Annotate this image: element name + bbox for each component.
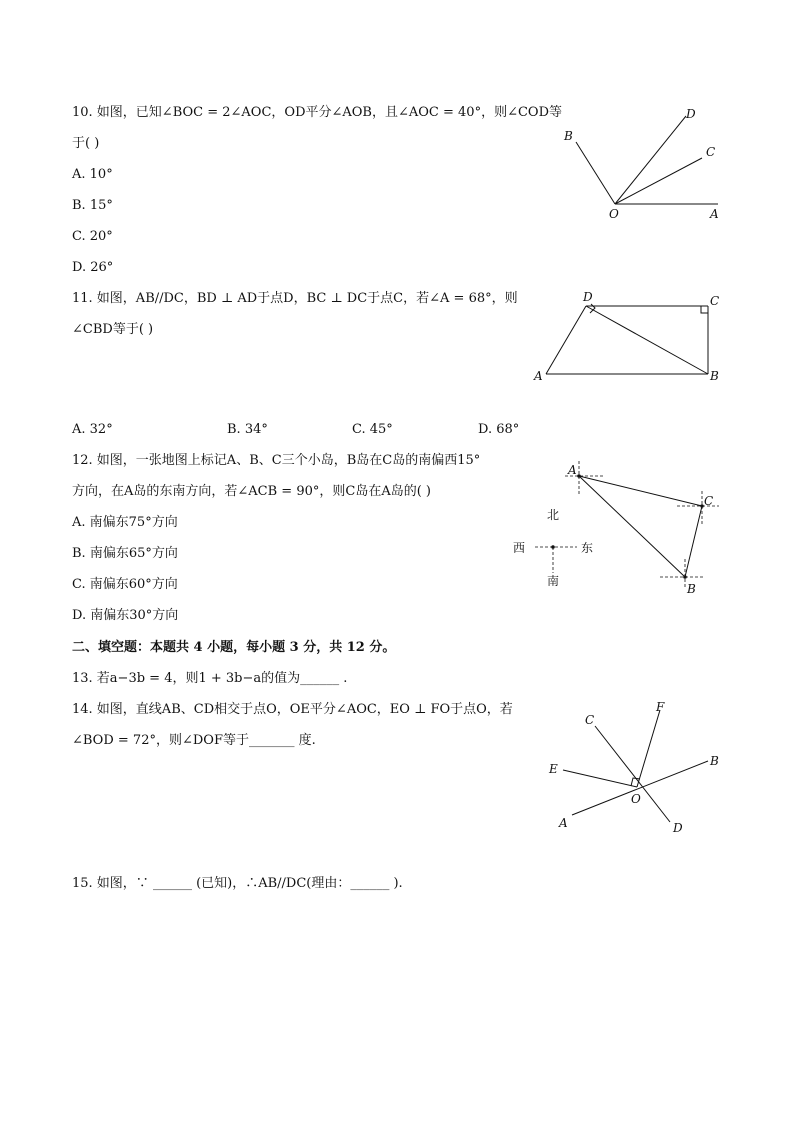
label-e: E bbox=[549, 762, 558, 776]
label-f: F bbox=[656, 700, 665, 714]
label-a: A bbox=[710, 207, 719, 221]
label-b: B bbox=[564, 129, 573, 143]
q12-option-d: D. 南偏东30°方向 bbox=[72, 608, 179, 623]
q11-figure bbox=[530, 288, 730, 388]
label-east: 东 bbox=[581, 541, 594, 555]
label-west: 西 bbox=[513, 541, 526, 555]
q14-stem-line1: 14. 如图，直线AB、CD相交于点O，OE平分∠AOC，EO ⊥ FO于点O，若 bbox=[72, 702, 513, 717]
label-b: B bbox=[710, 754, 719, 768]
q10-stem-line2: 于( ) bbox=[72, 136, 100, 151]
q12-option-a: A. 南偏东75°方向 bbox=[72, 515, 178, 530]
label-a: A bbox=[559, 816, 568, 830]
point-a bbox=[577, 474, 581, 478]
q11-stem-line1: 11. 如图，AB//DC，BD ⊥ AD于点D，BC ⊥ DC于点C，若∠A = 68°，则 bbox=[72, 291, 518, 306]
q12-stem-line1: 12. 如图，一张地图上标记A、B、C三个小岛，B岛在C岛的南偏西15° bbox=[72, 453, 481, 468]
section-fill-in-heading: 二、填空题：本题共 4 小题，每小题 3 分，共 12 分。 bbox=[72, 640, 396, 655]
label-b: B bbox=[687, 582, 696, 596]
label-o: O bbox=[609, 207, 619, 221]
ray-od bbox=[615, 116, 686, 204]
ray-oe bbox=[563, 770, 637, 787]
line-cd bbox=[595, 726, 670, 822]
segment-ac bbox=[579, 476, 702, 506]
label-a: A bbox=[568, 463, 577, 477]
q12-option-c: C. 南偏东60°方向 bbox=[72, 577, 178, 592]
ray-of bbox=[637, 710, 660, 787]
segment-db bbox=[586, 306, 708, 374]
label-d: D bbox=[673, 821, 683, 835]
q10-option-a: A. 10° bbox=[72, 167, 113, 182]
label-south: 南 bbox=[547, 574, 560, 588]
q14-figure bbox=[545, 698, 735, 838]
line-ab bbox=[572, 761, 708, 815]
q13-text: 13. 若a−3b = 4，则1 + 3b−a的值为______ . bbox=[72, 671, 348, 686]
label-b: B bbox=[710, 369, 719, 383]
q15-text: 15. 如图，∵ ______ (已知)，∴AB//DC(理由：______ ). bbox=[72, 876, 403, 891]
q10-option-b: B. 15° bbox=[72, 198, 113, 213]
ray-oc bbox=[615, 158, 702, 204]
label-c: C bbox=[710, 294, 720, 308]
right-angle-c bbox=[701, 306, 708, 313]
q11-option-d: D. 68° bbox=[478, 422, 520, 437]
q10-option-d: D. 26° bbox=[72, 260, 114, 275]
label-d: D bbox=[583, 290, 593, 304]
ray-ob bbox=[576, 142, 615, 204]
compass-center bbox=[551, 545, 555, 549]
label-north: 北 bbox=[547, 508, 560, 522]
label-c: C bbox=[706, 145, 716, 159]
q11-stem-line2: ∠CBD等于( ) bbox=[72, 322, 154, 337]
segment-cb bbox=[685, 506, 702, 577]
q10-figure bbox=[540, 100, 740, 230]
q11-option-b: B. 34° bbox=[227, 422, 268, 437]
q14-stem-line2: ∠BOD = 72°，则∠DOF等于_______ 度. bbox=[72, 733, 316, 748]
segment-ad bbox=[546, 306, 586, 374]
q11-option-c: C. 45° bbox=[352, 422, 393, 437]
q10-option-c: C. 20° bbox=[72, 229, 113, 244]
q12-stem-line2: 方向，在A岛的东南方向，若∠ACB = 90°，则C岛在A岛的( ) bbox=[72, 484, 431, 499]
q11-option-a: A. 32° bbox=[72, 422, 113, 437]
q12-figure bbox=[505, 455, 735, 600]
q10-stem-line1: 10. 如图，已知∠BOC = 2∠AOC，OD平分∠AOB，且∠AOC = 40°，则∠COD等 bbox=[72, 105, 562, 120]
q12-option-b: B. 南偏东65°方向 bbox=[72, 546, 178, 561]
label-d: D bbox=[686, 107, 696, 121]
label-c: C bbox=[585, 713, 595, 727]
label-a: A bbox=[534, 369, 543, 383]
segment-ab bbox=[579, 476, 685, 577]
label-o: O bbox=[631, 792, 641, 806]
point-b bbox=[683, 575, 687, 579]
label-c: C bbox=[704, 494, 714, 508]
